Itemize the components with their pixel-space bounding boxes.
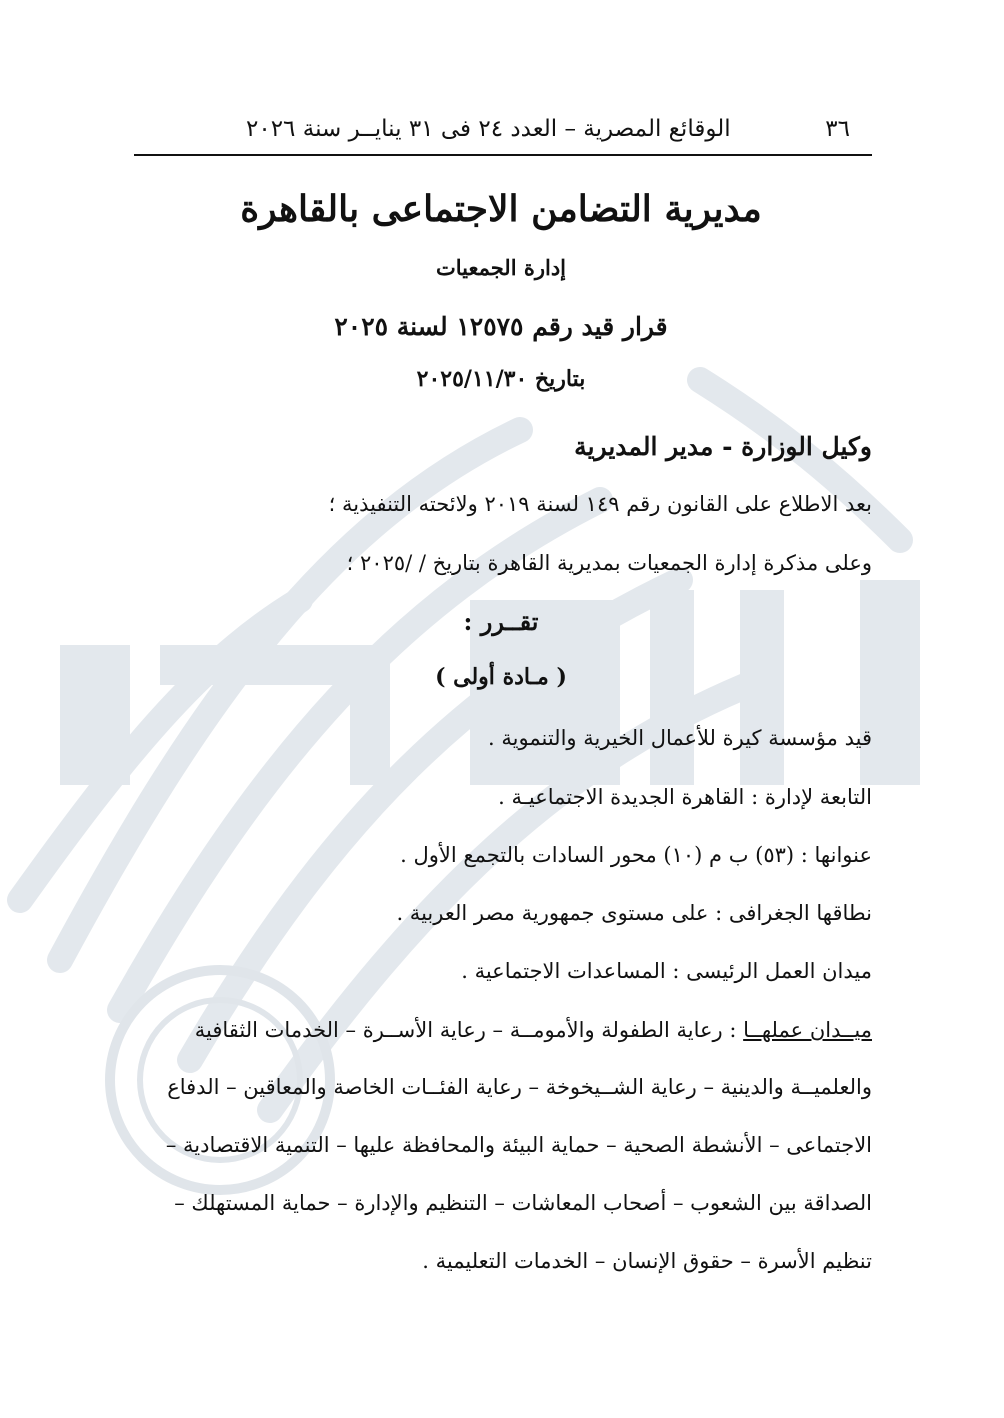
field-line: نطاقها الجغرافى : على مستوى جمهورية مصر العربية . [396,901,872,925]
field-line: قيد مؤسسة كيرة للأعمال الخيرية والتنموية . [488,726,872,750]
activity-line: والعلميــة والدينية – رعاية الشــيخوخة – رعاية الفئــات الخاصة والمعاقين – الدفاع [167,1075,872,1099]
preamble-line: وعلى مذكرة إدارة الجمعيات بمديرية القاهرة بتاريخ / /٢٠٢٥ ؛ [346,551,872,575]
activity-line [130,1018,872,1043]
activity-text: : رعاية الطفولة والأمومــة – رعاية الأســرة – الخدمات الثقافية [194,1018,744,1042]
activity-line: الاجتماعى – الأنشطة الصحية – حماية البيئة والمحافظة عليها – التنمية الاقتصادية – [165,1133,872,1157]
header-divider [134,154,872,156]
decision-title: قرار قيد رقم ١٢٥٧٥ لسنة ٢٠٢٥ [334,312,668,341]
field-line: ميدان العمل الرئيسى : المساعدات الاجتماعية . [461,959,872,983]
activity-line: تنظيم الأسرة – حقوق الإنسان – الخدمات التعليمية . [422,1249,872,1273]
decides-heading: تقــرر : [463,607,539,636]
article-heading: ( مـادة أولى ) [435,664,567,690]
decision-date: بتاريخ ٢٠٢٥/١١/٣٠ [416,366,586,392]
preamble-line: بعد الاطلاع على القانون رقم ١٤٩ لسنة ٢٠١٩ ولائحته التنفيذية ؛ [328,492,872,516]
field-line: عنوانها : (٥٣) ب م (١٠) محور السادات بالتجمع الأول . [400,843,872,867]
page-header [134,112,872,152]
document-title: مديرية التضامن الاجتماعى بالقاهرة [240,188,762,230]
document-subtitle: إدارة الجمعيات [435,255,567,280]
activity-line: الصداقة بين الشعوب – أصحاب المعاشات – التنظيم والإدارة – حماية المستهلك – [174,1191,872,1215]
field-line: التابعة لإدارة : القاهرة الجديدة الاجتماعيـة . [498,785,872,809]
issuer-line: وكيل الوزارة - مدير المديرية [574,432,872,461]
issue-info: الوقائع المصرية – العدد ٢٤ فى ٣١ ينايــر سنة ٢٠٢٦ [246,116,731,142]
page-number: ٣٦ [825,116,850,142]
activity-label: ميــدان عملهــا [743,1018,872,1042]
